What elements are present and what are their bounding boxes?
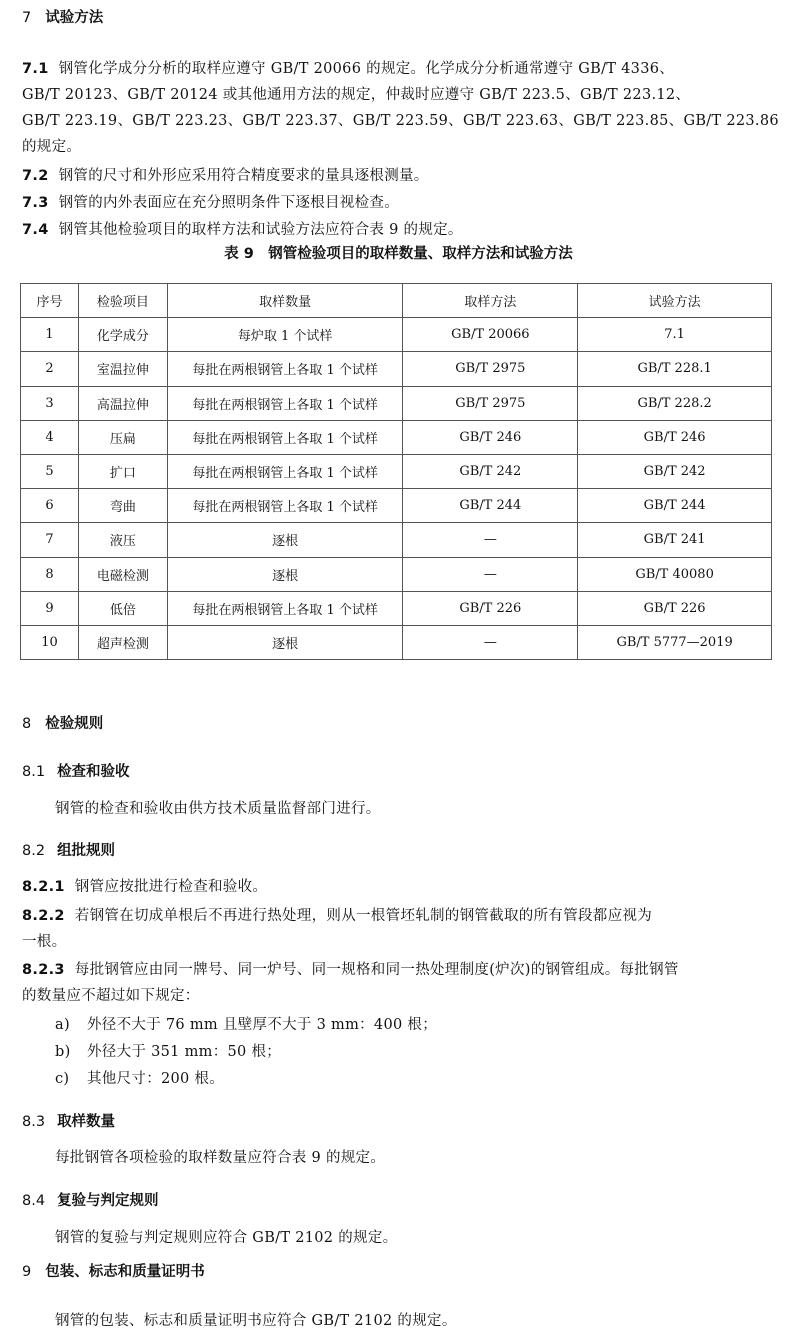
table-cell: GB/T 244 [578, 489, 772, 523]
clause-line: 的规定。 [22, 139, 82, 155]
header-cell: 检验项目 [78, 284, 167, 318]
table-cell: 压扁 [78, 420, 167, 454]
clause-7-1 [22, 56, 674, 82]
table-cell: 每炉取 1 个试样 [167, 318, 403, 352]
clause-8-2-2 [22, 903, 652, 929]
table-cell: 逐根 [167, 557, 403, 591]
table-cell: 3 [21, 386, 79, 420]
table-row [21, 386, 772, 420]
table-cell: 4 [21, 420, 79, 454]
clause-line: 的数量应不超过如下规定： [22, 988, 200, 1004]
table-cell: 2 [21, 352, 79, 386]
table-cell: 低倍 [78, 591, 167, 625]
list-item [55, 1039, 281, 1065]
header-cell: 序号 [21, 284, 79, 318]
paragraph: 每批钢管各项检验的取样数量应符合表 9 的规定。 [55, 1150, 386, 1166]
table-cell: 扩口 [78, 454, 167, 488]
table-cell: 高温拉伸 [78, 386, 167, 420]
table-cell: GB/T 241 [578, 523, 772, 557]
clause-number: 8.2.2 [22, 908, 65, 924]
list-text: 外径不大于 76 mm 且壁厚不大于 3 mm：400 根； [87, 1017, 438, 1033]
clause-7-3 [22, 190, 399, 216]
section-title: 包装、标志和质量证明书 [45, 1264, 205, 1280]
subsection-number: 8.3 [22, 1114, 46, 1130]
table-cell: 1 [21, 318, 79, 352]
table-cell: GB/T 244 [403, 489, 578, 523]
table-cell: 室温拉伸 [78, 352, 167, 386]
list-marker: c) [55, 1071, 70, 1087]
subsection-number: 8.1 [22, 764, 46, 780]
clause-8-2-3 [22, 957, 679, 983]
table-cell: GB/T 226 [403, 591, 578, 625]
table-cell: 化学成分 [78, 318, 167, 352]
table-row [21, 420, 772, 454]
table-cell: 液压 [78, 523, 167, 557]
table-cell: GB/T 2975 [403, 352, 578, 386]
subsection-8-3-heading [22, 1110, 115, 1131]
table-row [21, 523, 772, 557]
clause-number: 8.2.3 [22, 962, 65, 978]
section-number: 9 [22, 1264, 32, 1280]
section-number: 7 [22, 10, 32, 26]
table-cell: — [403, 625, 578, 659]
table-row [21, 454, 772, 488]
table-cell: 7.1 [578, 318, 772, 352]
table-cell: 7 [21, 523, 79, 557]
header-cell: 取样数量 [167, 284, 403, 318]
table-cell: 每批在两根钢管上各取 1 个试样 [167, 386, 403, 420]
clause-number: 7.2 [22, 168, 49, 184]
header-cell: 试验方法 [578, 284, 772, 318]
clause-text: 钢管应按批进行检查和验收。 [74, 879, 268, 895]
table-cell: 5 [21, 454, 79, 488]
table-row [21, 489, 772, 523]
list-marker: b) [55, 1044, 71, 1060]
table-cell: 逐根 [167, 523, 403, 557]
table-cell: — [403, 557, 578, 591]
clause-line: 若钢管在切成单根后不再进行热处理，则从一根管坯轧制的钢管截取的所有管段都应视为 [74, 908, 652, 924]
paragraph: 钢管的检查和验收由供方技术质量监督部门进行。 [55, 801, 381, 817]
subsection-title: 复验与判定规则 [57, 1193, 159, 1209]
table-cell: 6 [21, 489, 79, 523]
table-cell: GB/T 242 [403, 454, 578, 488]
list-text: 外径大于 351 mm：50 根； [87, 1044, 282, 1060]
subsection-number: 8.2 [22, 843, 46, 859]
subsection-8-4-heading [22, 1189, 159, 1210]
table-cell: 8 [21, 557, 79, 591]
clause-text: 钢管的内外表面应在充分照明条件下逐根目视检查。 [58, 195, 399, 211]
list-text: 其他尺寸：200 根。 [87, 1071, 225, 1087]
clause-8-2-1 [22, 874, 267, 900]
subsection-8-1-heading [22, 760, 130, 781]
table-cell: 逐根 [167, 625, 403, 659]
table-row [21, 625, 772, 659]
clause-7-4 [22, 217, 463, 243]
clause-text: 钢管其他检验项目的取样方法和试验方法应符合表 9 的规定。 [58, 222, 463, 238]
table-cell: GB/T 242 [578, 454, 772, 488]
table-cell: 每批在两根钢管上各取 1 个试样 [167, 352, 403, 386]
table-cell: 每批在两根钢管上各取 1 个试样 [167, 591, 403, 625]
table-cell: 9 [21, 591, 79, 625]
table-row [21, 591, 772, 625]
table-cell: GB/T 246 [578, 420, 772, 454]
table-row [21, 352, 772, 386]
section-title: 检验规则 [45, 716, 104, 732]
section-number: 8 [22, 716, 32, 732]
clause-number: 7.4 [22, 222, 49, 238]
subsection-number: 8.4 [22, 1193, 46, 1209]
subsection-title: 检查和验收 [57, 764, 130, 780]
table-cell: GB/T 228.1 [578, 352, 772, 386]
section-9-heading [22, 1260, 205, 1281]
paragraph: 钢管的复验与判定规则应符合 GB/T 2102 的规定。 [55, 1230, 398, 1246]
clause-number: 7.1 [22, 61, 49, 77]
header-cell: 取样方法 [403, 284, 578, 318]
clause-line: GB/T 20123、GB/T 20124 或其他通用方法的规定，仲裁时应遵守 GB/T 223.5、GB/T 223.12、 [22, 87, 691, 103]
table-cell: GB/T 20066 [403, 318, 578, 352]
table-cell: 10 [21, 625, 79, 659]
clause-line: 每批钢管应由同一牌号、同一炉号、同一规格和同一热处理制度(炉次)的钢管组成。每批钢管 [74, 962, 679, 978]
table-cell: 每批在两根钢管上各取 1 个试样 [167, 454, 403, 488]
clause-number: 8.2.1 [22, 879, 65, 895]
list-item [55, 1012, 437, 1038]
table-caption: 表 9 钢管检验项目的取样数量、取样方法和试验方法 [224, 246, 573, 262]
subsection-title: 取样数量 [57, 1114, 116, 1130]
table-row [21, 557, 772, 591]
list-marker: a) [55, 1017, 70, 1033]
table-cell: GB/T 5777—2019 [578, 625, 772, 659]
clause-text: 钢管的尺寸和外形应采用符合精度要求的量具逐根测量。 [58, 168, 429, 184]
table-cell: 每批在两根钢管上各取 1 个试样 [167, 420, 403, 454]
paragraph: 钢管的包装、标志和质量证明书应符合 GB/T 2102 的规定。 [55, 1313, 457, 1329]
clause-number: 7.3 [22, 195, 49, 211]
section-8-heading [22, 712, 103, 733]
table-row [21, 318, 772, 352]
table-cell: 电磁检测 [78, 557, 167, 591]
subsection-8-2-heading [22, 839, 115, 860]
table-cell: — [403, 523, 578, 557]
table-cell: 弯曲 [78, 489, 167, 523]
table-cell: GB/T 246 [403, 420, 578, 454]
table-cell: 超声检测 [78, 625, 167, 659]
clause-line: 一根。 [22, 934, 67, 950]
clause-line: GB/T 223.19、GB/T 223.23、GB/T 223.37、GB/T 223.59、GB/T 223.63、GB/T 223.85、GB/T 223.86 [22, 113, 779, 129]
table-cell: GB/T 40080 [578, 557, 772, 591]
section-7-heading [22, 6, 103, 27]
table-header-row [21, 284, 772, 318]
table-cell: GB/T 226 [578, 591, 772, 625]
table-cell: GB/T 2975 [403, 386, 578, 420]
section-title: 试验方法 [45, 10, 104, 26]
list-item [55, 1066, 224, 1092]
clause-line: 钢管化学成分分析的取样应遵守 GB/T 20066 的规定。化学成分分析通常遵守 GB/T 4336、 [58, 61, 675, 77]
clause-7-2 [22, 163, 429, 189]
table-cell: 每批在两根钢管上各取 1 个试样 [167, 489, 403, 523]
table-cell: GB/T 228.2 [578, 386, 772, 420]
subsection-title: 组批规则 [57, 843, 116, 859]
inspection-table [20, 283, 772, 660]
